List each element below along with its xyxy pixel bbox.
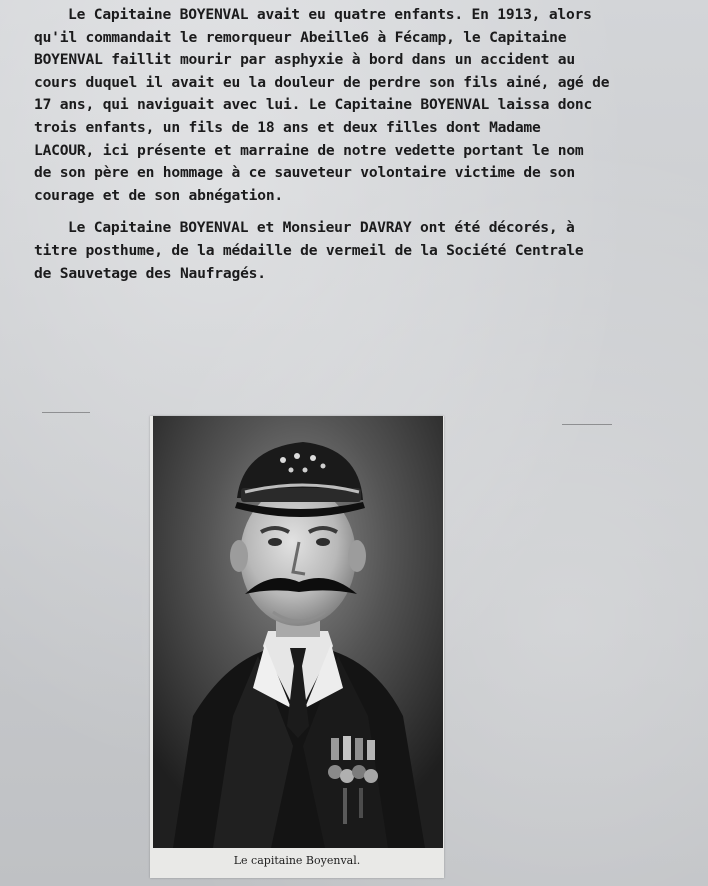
text-line: BOYENVAL faillit mourir par asphyxie à bord dans un accident au [34, 51, 575, 69]
portrait-illustration [153, 416, 443, 848]
text-line: LACOUR, ici présente et marraine de notre vedette portant le nom [34, 141, 584, 159]
text-line: 17 ans, qui naviguait avec lui. Le Capitaine BOYENVAL laissa donc [34, 96, 593, 114]
faint-rule-right [562, 424, 612, 425]
faint-rule-left [42, 412, 90, 413]
text-line: de Sauvetage des Naufragés. [34, 264, 266, 282]
paragraph-1 [34, 4, 694, 207]
photo-card [150, 416, 444, 878]
typed-text [34, 4, 694, 285]
paragraph-2 [34, 217, 694, 285]
text-line: trois enfants, un fils de 18 ans et deux filles dont Madame [34, 118, 541, 136]
photo-caption: Le capitaine Boyenval. [233, 854, 361, 867]
text-line: qu'il commandait le remorqueur Abeille6 à Fécamp, le Capitaine [34, 28, 567, 46]
text-line: de son père en hommage à ce sauveteur volontaire victime de son [34, 164, 575, 182]
text-line: cours duquel il avait eu la douleur de perdre son fils ainé, agé de [34, 73, 610, 91]
text-line: titre posthume, de la médaille de vermeil de la Société Centrale [34, 241, 584, 259]
portrait-photo [153, 416, 443, 848]
text-line: Le Capitaine BOYENVAL et Monsieur DAVRAY ont été décorés, à [68, 219, 575, 237]
text-line: Le Capitaine BOYENVAL avait eu quatre enfants. En 1913, alors [68, 6, 592, 23]
text-line: courage et de son abnégation. [34, 186, 283, 204]
